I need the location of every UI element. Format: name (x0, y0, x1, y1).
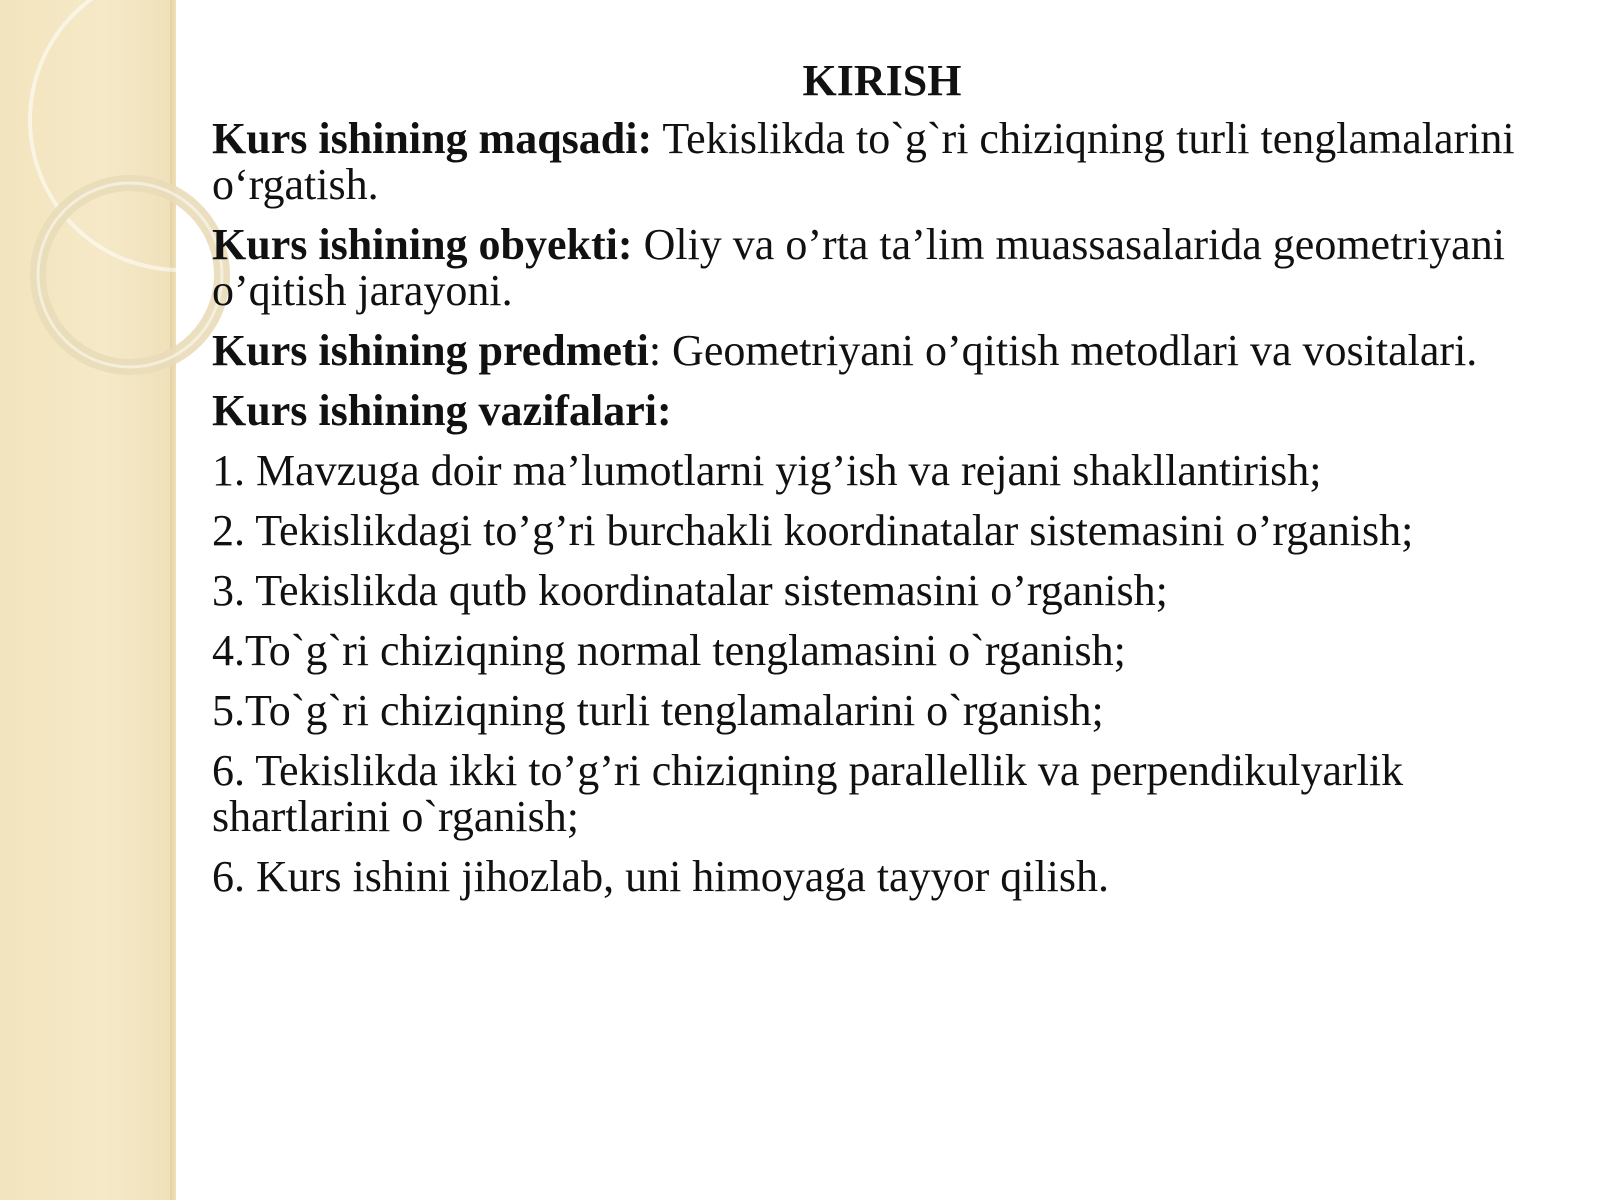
task-item: 3. Tekislikda qutb koordinatalar sistemasini o’rganish; (212, 566, 1168, 615)
section-object (212, 222, 1552, 314)
small-ring-highlight (38, 183, 222, 367)
section-object-text: Oliy va o’rta ta’lim muassasalarida geometriyani o’qitish jarayoni. (212, 220, 1505, 315)
task-item: 1. Mavzuga doir ma’lumotlarni yig’ish va rejani shakllantirish; (212, 446, 1322, 495)
slide-content (212, 58, 1552, 914)
section-goal (212, 116, 1552, 208)
tasks-heading: Kurs ishining vazifalari: (212, 386, 672, 435)
task-item: 6. Tekislikda ikki to’g’ri chiziqning parallellik va perpendikulyarlik shartlarini o`rganish; (212, 746, 1404, 841)
slide-title: KIRISH (802, 56, 962, 105)
task-item: 2. Tekislikdagi to’g’ri burchakli koordinatalar sistemasini o’rganish; (212, 506, 1414, 555)
task-item: 6. Kurs ishini jihozlab, uni himoyaga tayyor qilish. (212, 852, 1110, 901)
task-item: 5.To`g`ri chiziqning turli tenglamalarini o`rganish; (212, 686, 1104, 735)
task-item: 4.To`g`ri chiziqning normal tenglamasini o`rganish; (212, 626, 1126, 675)
section-subject-label: Kurs ishining predmeti (212, 326, 649, 375)
section-object-label: Kurs ishining obyekti: (212, 220, 633, 269)
section-subject (212, 328, 1552, 374)
section-goal-label: Kurs ishining maqsadi: (212, 114, 653, 163)
section-goal-text: Tekislikda to`g`ri chiziqning turli tenglamalarini o‘rgatish. (212, 114, 1515, 209)
section-subject-text: : Geometriyani o’qitish metodlari va vositalari. (648, 326, 1478, 375)
